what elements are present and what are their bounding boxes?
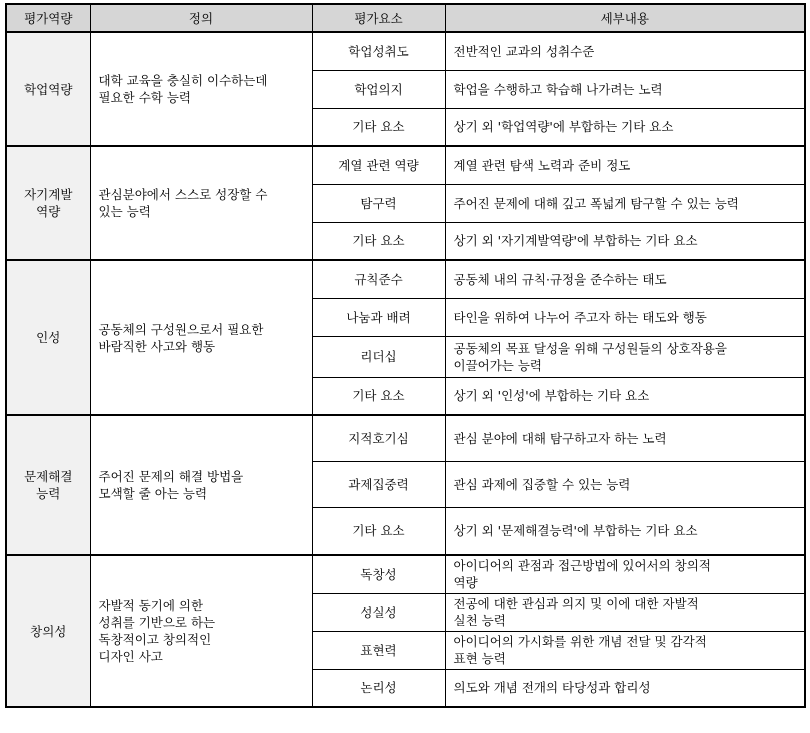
detail-cell: 계열 관련 탐색 노력과 준비 정도: [445, 146, 805, 184]
detail-cell: 상기 외 '자기계발역량'에 부합하는 기타 요소: [445, 222, 805, 260]
element-cell: 기타 요소: [312, 507, 445, 555]
header-definition: 정의: [90, 4, 312, 32]
element-cell: 리더십: [312, 336, 445, 377]
table-row: [6, 146, 805, 184]
element-cell: 나눔과 배려: [312, 298, 445, 336]
element-cell: 과제집중력: [312, 461, 445, 507]
definition-cell: 대학 교육을 충실히 이수하는데 필요한 수학 능력: [90, 32, 312, 146]
definition-cell: 공동체의 구성원으로서 필요한 바람직한 사고와 행동: [90, 260, 312, 415]
detail-cell: 학업을 수행하고 학습해 나가려는 노력: [445, 70, 805, 108]
element-cell: 기타 요소: [312, 222, 445, 260]
element-cell: 기타 요소: [312, 377, 445, 415]
header-row: [6, 4, 805, 32]
definition-cell: 주어진 문제의 해결 방법을 모색할 줄 아는 능력: [90, 415, 312, 555]
detail-cell: 주어진 문제에 대해 깊고 폭넓게 탐구할 수 있는 능력: [445, 184, 805, 222]
header-competency: 평가역량: [6, 4, 90, 32]
table-row: [6, 415, 805, 461]
competency-cell: 자기계발 역량: [6, 146, 90, 260]
element-cell: 학업성취도: [312, 32, 445, 70]
header-detail: 세부내용: [445, 4, 805, 32]
competency-cell: 학업역량: [6, 32, 90, 146]
element-cell: 지적호기심: [312, 415, 445, 461]
table-row: [6, 32, 805, 70]
competency-cell: 인성: [6, 260, 90, 415]
table-row: [6, 555, 805, 593]
detail-cell: 아이디어의 관점과 접근방법에 있어서의 창의적 역량: [445, 555, 805, 593]
element-cell: 기타 요소: [312, 108, 445, 146]
rubric-table-container: [5, 3, 804, 708]
detail-cell: 상기 외 '인성'에 부합하는 기타 요소: [445, 377, 805, 415]
detail-cell: 전공에 대한 관심과 의지 및 이에 대한 자발적 실천 능력: [445, 593, 805, 631]
element-cell: 규칙준수: [312, 260, 445, 298]
rubric-body: [6, 32, 805, 707]
competency-cell: 창의성: [6, 555, 90, 707]
competency-cell: 문제해결 능력: [6, 415, 90, 555]
definition-cell: 관심분야에서 스스로 성장할 수 있는 능력: [90, 146, 312, 260]
detail-cell: 관심 과제에 집중할 수 있는 능력: [445, 461, 805, 507]
detail-cell: 상기 외 '문제해결능력'에 부합하는 기타 요소: [445, 507, 805, 555]
detail-cell: 타인을 위하여 나누어 주고자 하는 태도와 행동: [445, 298, 805, 336]
detail-cell: 공동체의 목표 달성을 위해 구성원들의 상호작용을 이끌어가는 능력: [445, 336, 805, 377]
element-cell: 성실성: [312, 593, 445, 631]
element-cell: 학업의지: [312, 70, 445, 108]
element-cell: 탐구력: [312, 184, 445, 222]
detail-cell: 아이디어의 가시화를 위한 개념 전달 및 감각적 표현 능력: [445, 631, 805, 669]
detail-cell: 의도와 개념 전개의 타당성과 합리성: [445, 669, 805, 707]
evaluation-rubric-table: [5, 3, 806, 708]
header-element: 평가요소: [312, 4, 445, 32]
detail-cell: 관심 분야에 대해 탐구하고자 하는 노력: [445, 415, 805, 461]
detail-cell: 전반적인 교과의 성취수준: [445, 32, 805, 70]
element-cell: 논리성: [312, 669, 445, 707]
detail-cell: 상기 외 '학업역량'에 부합하는 기타 요소: [445, 108, 805, 146]
table-row: [6, 260, 805, 298]
element-cell: 독창성: [312, 555, 445, 593]
definition-cell: 자발적 동기에 의한 성취를 기반으로 하는 독창적이고 창의적인 디자인 사고: [90, 555, 312, 707]
detail-cell: 공동체 내의 규칙·규정을 준수하는 태도: [445, 260, 805, 298]
element-cell: 계열 관련 역량: [312, 146, 445, 184]
element-cell: 표현력: [312, 631, 445, 669]
